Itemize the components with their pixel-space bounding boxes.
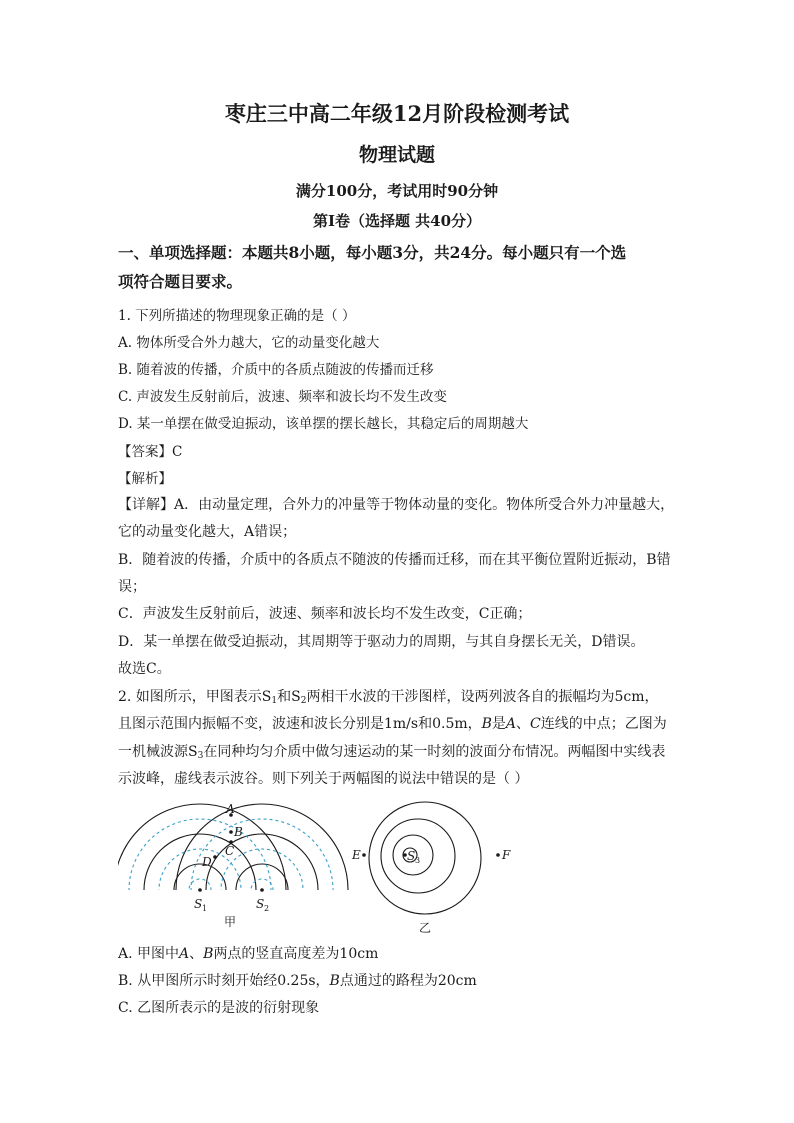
q1-answer: 【答案】C: [118, 444, 183, 460]
q2-option-c: C. 乙图所表示的是波的衍射现象: [118, 1000, 320, 1016]
subject-title: 物理试题: [358, 144, 435, 166]
label-s1: S: [194, 897, 203, 911]
section-heading-line2: 项符合题目要求。: [118, 272, 243, 291]
q1-detail-line: B．随着波的传播，介质中的各质点不随波的传播而迁移，而在其平衡位置附近振动，B错: [118, 552, 671, 568]
q1-option-d: D. 某一单摆在做受迫振动，该单摆的摆长越长，其稳定后的周期越大: [118, 416, 529, 432]
q1-detail-line: C．声波发生反射前后，波速、频率和波长均不发生改变，C正确；: [118, 606, 532, 622]
wave-crest: [144, 834, 256, 940]
wave-crest: [118, 804, 286, 940]
label-d: D: [202, 855, 212, 869]
point-b-dot: [229, 830, 233, 834]
point-f-dot: [496, 853, 500, 857]
label-f: F: [502, 848, 511, 862]
wave-crest: [176, 804, 348, 940]
label-s3-sub: 3: [415, 856, 421, 865]
q2-stem-line2: 且图示范围内振幅不变，波速和波长分别是1m/s和0.5m，B是A、C连线的中点；乙图为: [118, 716, 667, 732]
caption-yi: 乙: [419, 921, 432, 935]
label-c: C: [225, 844, 235, 858]
exam-title: 枣庄三中高二年级12月阶段检测考试: [224, 101, 570, 126]
label-s1-sub: 1: [202, 904, 208, 913]
q1-detail-line: 故选C。: [118, 661, 171, 677]
q2-stem-line4: 示波峰，虚线表示波谷。则下列关于两幅图的说法中错误的是（ ）: [118, 771, 529, 787]
label-s3: S: [407, 849, 416, 863]
moving-source-diagram-yi: [369, 802, 481, 914]
wave-trough: [129, 819, 271, 940]
source-s2-dot: [260, 888, 264, 892]
q1-detail-line: D．某一单摆在做受迫振动，其周期等于驱动力的周期，与其自身摆长无关，D错误。: [118, 634, 645, 650]
label-a: A: [226, 802, 235, 816]
q2-stem-line3: 一机械波源$S_3$在同种均匀介质中做匀速运动的某一时刻的波面分布情况。两幅图中实线表: [118, 744, 666, 761]
caption-jia: 甲: [224, 915, 237, 929]
q1-option-c: C. 声波发生反射前后，波速、频率和波长均不发生改变: [118, 389, 447, 405]
q1-option-a: A. 物体所受合外力越大，它的动量变化越大: [118, 335, 380, 351]
label-b: B: [234, 825, 243, 839]
volume-title: 第Ⅰ卷（选择题 共40分）: [312, 212, 482, 230]
q2-option-b: B. 从甲图所示时刻开始经0.25s，B点通过的路程为20cm: [118, 973, 477, 989]
point-d-dot: [213, 855, 217, 859]
wavefront: [369, 802, 481, 914]
q1-detail-line: 它的动量变化越大，A错误；: [118, 524, 297, 540]
q2-figure: [118, 800, 538, 940]
q1-option-b: B. 随着波的传播，介质中的各质点随波的传播而迁移: [118, 362, 434, 378]
source-s1-dot: [198, 888, 202, 892]
wave-trough: [191, 819, 333, 940]
q1-detail-line: 误；: [118, 579, 146, 595]
label-e: E: [352, 848, 361, 862]
point-e-dot: [362, 853, 366, 857]
q1-stem: 1. 下列所描述的物理现象正确的是（ ）: [118, 308, 356, 324]
label-s2-sub: 2: [264, 904, 270, 913]
q1-analysis-label: 【解析】: [118, 471, 172, 487]
q2-stem-line1: 2. 如图所示，甲图表示$S_1$和$S_2$两相干水波的干涉图样，设两列波各自的振幅均为5cm，: [118, 689, 659, 706]
wave-crest: [206, 834, 318, 940]
label-s2: S: [256, 897, 265, 911]
q1-detail-line: 【详解】A．由动量定理，合外力的冲量等于物体动量的变化。物体所受合外力冲量越大，: [118, 497, 675, 513]
exam-info: 满分100分，考试用时90分钟: [295, 182, 499, 200]
q2-option-a: A. 甲图中A、B两点的竖直高度差为10cm: [118, 946, 379, 962]
section-heading-line1: 一、单项选择题：本题共8小题，每小题3分，共24分。每小题只有一个选: [118, 243, 627, 262]
